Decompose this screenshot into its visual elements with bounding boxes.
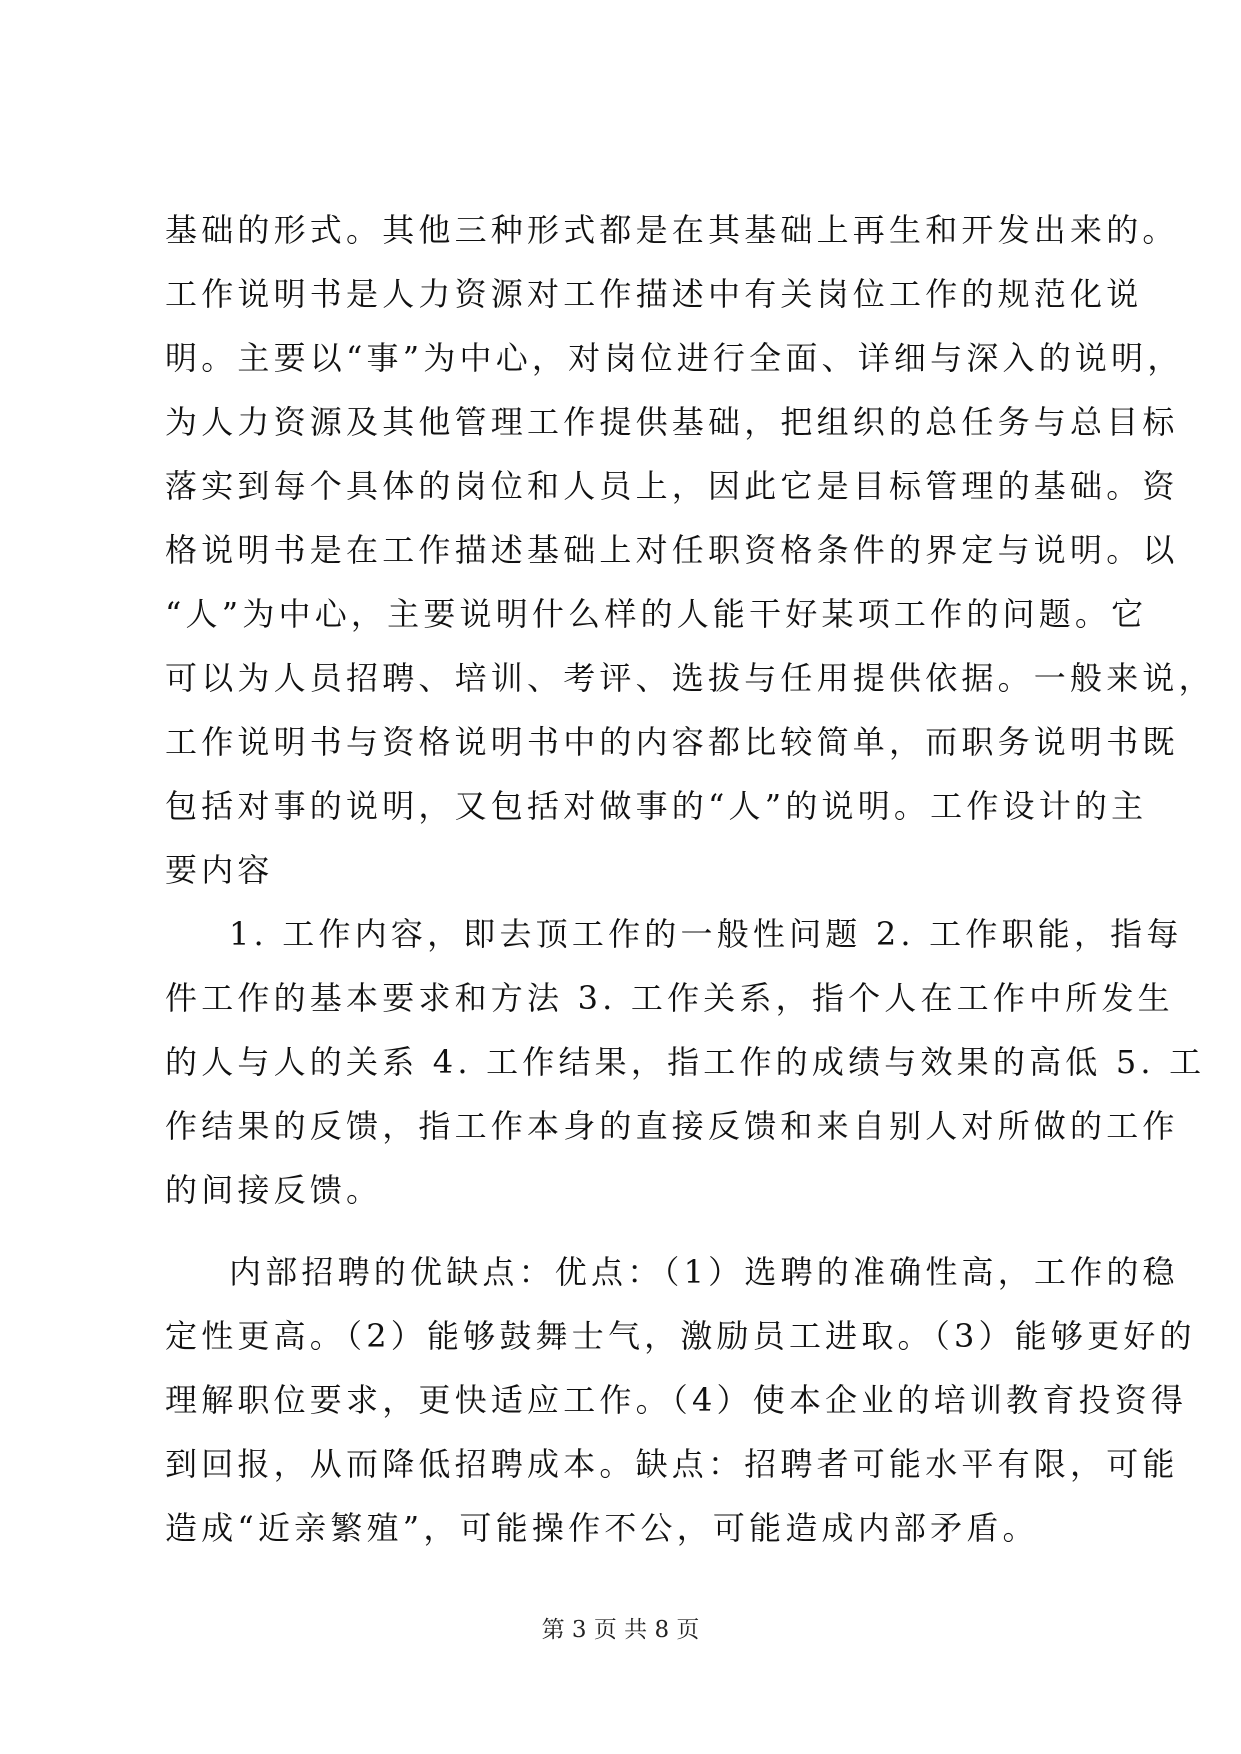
text-line: 的人与人的关系 4. 工作结果，指工作的成绩与效果的高低 5. 工 xyxy=(165,1043,1206,1081)
text-line: 落实到每个具体的岗位和人员上，因此它是目标管理的基础。资 xyxy=(165,467,1179,505)
paragraph-job-design-content xyxy=(165,902,1206,1222)
text-line: 可以为人员招聘、培训、考评、选拔与任用提供依据。一般来说， xyxy=(165,659,1215,697)
text-line: 1. 工作内容，即去顶工作的一般性问题 2. 工作职能，指每 xyxy=(229,915,1183,953)
text-line: 理解职位要求，更快适应工作。（4）使本企业的培训教育投资得 xyxy=(165,1381,1188,1419)
text-line: 作结果的反馈，指工作本身的直接反馈和来自别人对所做的工作 xyxy=(165,1107,1179,1145)
text-line: 工作说明书是人力资源对工作描述中有关岗位工作的规范化说 xyxy=(165,275,1143,313)
text-line: 内部招聘的优缺点：优点：（1）选聘的准确性高，工作的稳 xyxy=(229,1253,1179,1291)
text-line: 工作说明书与资格说明书中的内容都比较简单，而职务说明书既 xyxy=(165,723,1179,761)
text-line: 件工作的基本要求和方法 3. 工作关系，指个人在工作中所发生 xyxy=(165,979,1174,1017)
document-body xyxy=(165,198,1215,1560)
text-line: 到回报，从而降低招聘成本。缺点：招聘者可能水平有限，可能 xyxy=(165,1445,1179,1483)
text-line: 明。主要以“事”为中心，对岗位进行全面、详细与深入的说明， xyxy=(165,339,1184,377)
text-line: 基础的形式。其他三种形式都是在其基础上再生和开发出来的。 xyxy=(165,211,1179,249)
paragraph-job-descriptions xyxy=(165,198,1215,902)
page-number-footer: 第 3 页 共 8 页 xyxy=(541,1617,700,1643)
text-line: 为人力资源及其他管理工作提供基础，把组织的总任务与总目标 xyxy=(165,403,1179,441)
text-line: 定性更高。（2）能够鼓舞士气，激励员工进取。（3）能够更好的 xyxy=(165,1317,1196,1355)
text-line: 格说明书是在工作描述基础上对任职资格条件的界定与说明。以 xyxy=(165,531,1179,569)
text-line: 要内容 xyxy=(165,851,274,889)
text-line: 包括对事的说明，又包括对做事的“人”的说明。工作设计的主 xyxy=(165,787,1148,825)
text-line: 的间接反馈。 xyxy=(165,1171,383,1209)
paragraph-spacer xyxy=(165,1222,1077,1240)
text-line: “人”为中心，主要说明什么样的人能干好某项工作的问题。它 xyxy=(165,595,1148,633)
paragraph-internal-recruitment xyxy=(165,1240,1196,1560)
text-line: 造成“近亲繁殖”，可能操作不公，可能造成内部矛盾。 xyxy=(165,1509,1039,1547)
